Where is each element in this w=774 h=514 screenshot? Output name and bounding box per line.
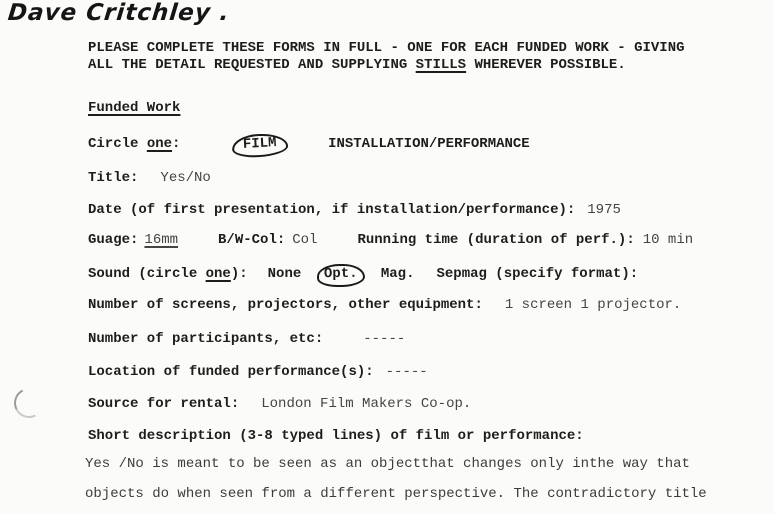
sound-option-sepmag: Sepmag (specify format): [436,266,639,282]
participants-label: Number of participants, etc: [88,331,324,347]
rental-label: Source for rental: [88,396,240,412]
title-value: Yes/No [160,170,211,186]
equipment-row [88,297,681,313]
participants-value: ----- [363,331,406,347]
bw-col-value: Col [292,232,318,248]
installation-option-label: INSTALLATION/PERFORMANCE [328,136,530,152]
circle-one-label: Circle one: [88,136,181,152]
participants-row [88,331,405,347]
film-option-circled [232,133,289,159]
instructions-line2 [88,57,626,73]
sound-label: Sound (circle one): [88,266,248,282]
gauge-row [88,232,693,248]
rental-row [88,396,471,412]
location-label: Location of funded performance(s): [88,364,374,380]
sound-option-opt-circled [317,264,365,288]
running-time-value: 10 min [642,232,694,248]
description-label-row [88,428,584,444]
instructions-line2-pre: ALL THE DETAIL REQUESTED AND SUPPLYING [88,57,408,73]
date-value: 1975 [587,202,621,218]
rental-value: London Film Makers Co-op. [261,396,472,412]
gauge-label: Guage: [88,232,139,248]
instructions-line1: PLEASE COMPLETE THESE FORMS IN FULL - ONE FOR EACH FUNDED WORK - GIVING [88,40,685,56]
location-value: ----- [385,364,428,380]
location-row [88,364,428,380]
scan-artifact-crescent [10,384,48,422]
description-line1: Yes /No is meant to be seen as an objectthat changes only inthe way that [85,456,690,472]
section-heading [88,100,180,116]
sound-option-opt: Opt. [324,265,358,283]
circle-one-row [88,134,530,157]
section-heading-text: Funded Work [88,100,181,116]
equipment-value: 1 screen 1 projector. [504,297,682,313]
sound-row [88,264,638,287]
running-time-label: Running time (duration of perf.): [357,232,635,248]
instructions-line2-post: WHEREVER POSSIBLE. [474,57,626,73]
equipment-label: Number of screens, projectors, other equipment: [88,297,483,313]
description-label: Short description (3-8 typed lines) of film or performance: [88,428,584,444]
gauge-value: 16mm [144,232,179,248]
sound-option-mag: Mag. [380,266,415,282]
handwritten-name: Dave Critchley . [6,0,231,26]
bw-col-label: B/W-Col: [218,232,286,248]
sound-option-none: None [267,266,302,282]
date-row [88,202,621,218]
film-option-label: FILM [242,135,278,153]
description-line2: objects do when seen from a different perspective. The contradictory title [85,486,707,502]
date-label: Date (of first presentation, if installation/performance): [88,202,576,218]
title-row [88,170,211,186]
instructions-stills-underlined: STILLS [415,57,467,73]
title-label: Title: [88,170,139,186]
